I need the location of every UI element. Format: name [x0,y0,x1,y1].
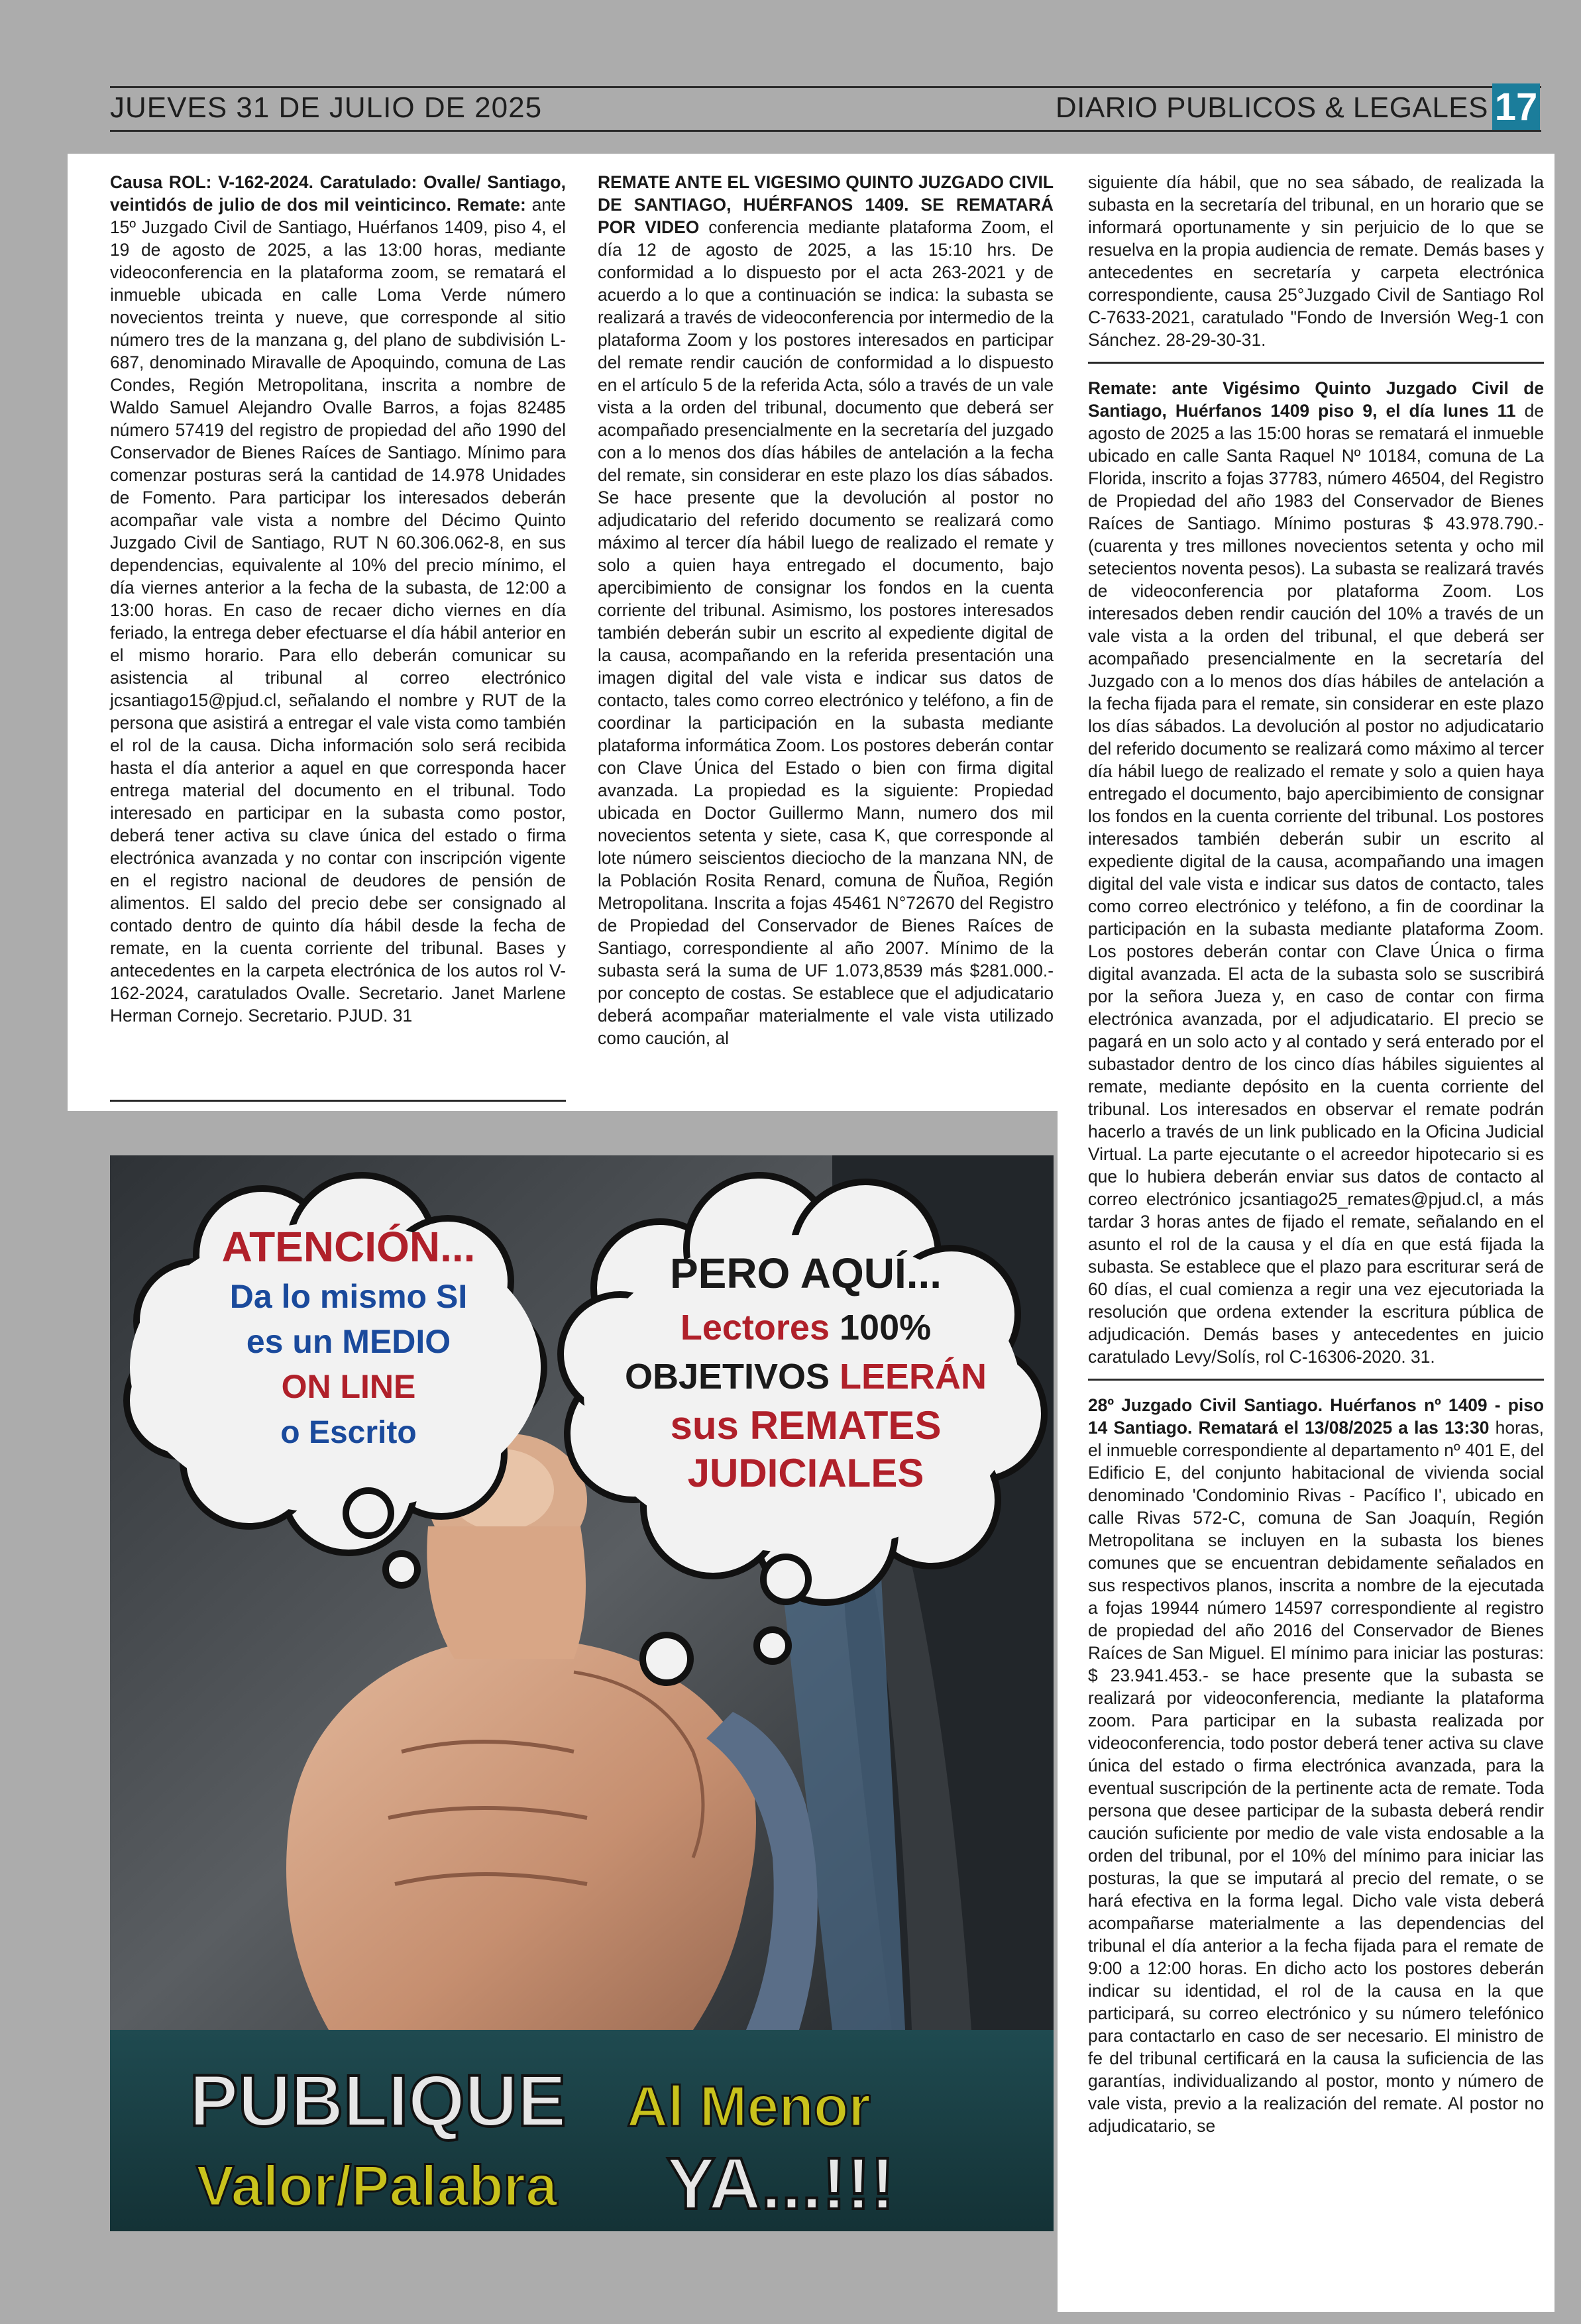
notice-divider [1088,1379,1544,1381]
page-number: 17 [1492,83,1540,131]
bubble-right-objetivos: OBJETIVOS [624,1357,830,1397]
bubble-right-percent: 100% [840,1308,932,1347]
bubble-left-line2: Da lo mismo SI [229,1278,468,1315]
notice-body: ante 15º Juzgado Civil de Santiago, Huérfanos 1409, piso 4, el 19 de agosto de 2025, a las 13:00 horas, mediante videoconferencia en la plataforma zoom, se rematará el inmueble ubicada en calle Loma Verde número novecientos treinta y nueve, que corresponde al sitio número tres de la manzana g, del plano de subdivisión L-687, denominado Miravalle de Apoquindo, comuna de Las Condes, Región Metropolitana, inscrita a nombre de Waldo Samuel Alejandro Ovalle Barros, a fojas 82485 número 57419 del registro de propiedad del año 1990 del Conservador de Bienes Raíces de Santiago. Mínimo para comenzar posturas será la cantidad de 14.978 Unidades de Fomento. Para participar los interesados deberán acompañar vale vista a nombre del Décimo Quinto Juzgado Civil de Santiago, RUT N 60.306.062-8, en sus dependencias, equivalente al 10% del precio mínimo, el día viernes anterior a la fecha de la subasta, de 12:00 a 13:00 horas. En caso de recaer dicho viernes en día feriado, la entrega deber efectuarse el día hábil anterior en el mismo horario. Para ello deberán comunicar su asistencia al tribunal al correo electrónico jcsantiago15@pjud.cl, señalando el nombre y RUT de la persona que asistirá a entregar el vale vista como también el rol de la causa. Dicha información solo será recibida hasta el día anterior a aquel en que corresponda hacer entrega material del documento en el tribunal. Todo interesado en participar en la subasta como postor, deberá tener activa su clave única del estado o firma electrónica avanzada y no contar con inscripción vigente en el registro nacional de deudores de pensión de alimentos. El saldo del precio debe ser consignado al contado dentro de quinto día hábil desde la fecha de remate, en la cuenta corriente del tribunal. Bases y antecedentes en la carpeta electrónica de los autos rol V-162-2024, caratulados Ovalle. Secretario. Janet Marlene Herman Cornejo. Secretario. PJUD. 31 [110,195,566,1026]
notice-heading: REMATE ANTE EL VIGESIMO QUINTO JUZGADO CIVIL DE SANTIAGO, HUÉRFANOS 1409. SE REMATARÁ POR VIDEO [598,172,1054,237]
header-top-rule [110,86,1541,88]
bubble-right-line5: JUDICIALES [687,1451,924,1495]
banner-valor-palabra: Valor/Palabra [196,2154,557,2218]
notice-body: horas, el inmueble correspondiente al departamento nº 401 E, del Edificio E, del conjunto habitacional de vivienda social denominado 'Condominio Rivas - Pacífico I', ubicado en calle Rivas 572-C, comuna de San Joaquín, Región Metropolitana se incluyen en la subasta los bienes comunes que se encuentran debidamente señalados en sus respectivos planos, inscrita a nombre de la ejecutada a fojas 19944 número 14597 correspondiente al registro de propiedad del año 2016 del Conservador de Bienes Raíces de San Miguel. El mínimo para iniciar las posturas: $ 23.941.453.- se hace presente que la subasta se realizará por videoconferencia, mediante la plataforma zoom. Para participar en la subasta realizada por videoconferencia, todo postor deberá tener activa su clave única del estado o firma electrónica avanzada, para la eventual suscripción de la pertinente acta de remate. Toda persona que desee participar de la subasta deberá rendir caución suficiente por medio de vale vista endosable a la orden del tribunal, por el 10% del mínimo para iniciar las posturas, la que se imputará al precio del remate, o se hará efectiva en la forma legal. Dicho vale vista deberá acompañarse materialmente a las dependencias del tribunal el día anterior a la fecha fijada para el remate de 9:00 a 12:00 horas. En dicho acto los postores deberán indicar su identidad, el rol de la causa en la que participará, su correo electrónico y su número telefónico para contactarlo en caso de ser necesario. El ministro de fe del tribunal certificará en la causa la suficiencia de las garantías, individualizando al postor, monto y número de vale vista, previo a la realización del remate. Al postor no adjudicatario, se [1088,1418,1544,2136]
notice-remate-santa-raquel [1088,377,1544,1368]
bubble-right-line3 [625,1357,987,1397]
notice-divider [1088,362,1544,364]
notice-heading: 28º Juzgado Civil Santiago. Huérfanos nº 1409 - piso 14 Santiago. Rematará el 13/08/2025 a las 13:30 [1088,1395,1544,1438]
bubble-right-sus: sus [670,1403,739,1448]
issue-date: JUEVES 31 DE JULIO DE 2025 [110,91,543,124]
notice-body: de agosto de 2025 a las 15:00 horas se rematará el inmueble ubicado en calle Santa Raquel Nº 10184, comuna de La Florida, inscrito a fojas 37783, número 46504, del Registro de Propiedad del año 1983 del Conservador de Bienes Raíces de Santiago. Mínimo posturas $ 43.978.790.- (cuarenta y tres millones novecientos setenta y ocho mil setecientos noventa pesos). La subasta se realizará través de videoconferencia por plataforma Zoom. Los interesados deben rendir caución del 10% a través de un vale vista a la orden del tribunal, el que deberá ser acompañado presencialmente en la secretaría del Juzgado con a lo menos dos días hábiles de antelación a la fecha fijada para el remate, sin considerar en este plazo los días sábados. La devolución al postor no adjudicatario del referido documento se realizará como máximo al tercer día hábil luego de realizado el remate y solo a quien haya entregado el documento, bajo apercibimiento de consignar los fondos en la cuenta corriente del tribunal. Los postores interesados también deberán subir un escrito al expediente digital de la causa, acompañando una imagen digital del vale vista e indicar sus datos de contacto, tales como correo electrónico y teléfono, a fin de coordinar la participación en la subasta mediante plataforma Zoom. Los postores deberán contar con Clave Única o firma digital avanzada. El acta de la subasta solo se suscribirá por la señora Jueza y, en caso de contar con firma electrónica avanzada, por el adjudicatario. El precio se pagará en un solo acto y al contado y será enterado por el subastador dentro de los cinco días hábiles siguientes al remate, mediante depósito en la cuenta corriente del tribunal. Los interesados en observar el remate podrán hacerlo a través de un link publicado en la Oficina Judicial Virtual. La parte ejecutante o el acreedor hipotecario si es que lo hubiera deberán enviar sus datos de contacto al correo electrónico jcsantiago25_remates@pjud.cl, a más tardar 3 horas antes de fijado el remate, señalando en el asunto el rol de la causa y el día en que está fijada la subasta. Se establece que el plazo para escriturar será de 60 días, el cual comienza a regir una vez ejecutoriada la resolución que ordena extender la escritura pública de adjudicación. Demás bases y antecedentes en juicio caratulado Levy/Solís, rol C-16306-2020. 31. [1088,401,1545,1367]
bubble-right-line2 [681,1308,931,1347]
left-column [110,171,566,1027]
bubble-left-line3: es un MEDIO [246,1323,451,1360]
notice-continuation: siguiente día hábil, que no sea sábado, de realizada la subasta en la secretaría del tribunal, en un horario que se informará oportunamente y sin perjuicio de lo que se resuelva en la propia audiencia de remate. Demás bases y antecedentes en secretaría y carpeta electrónica correspondiente, causa 25°Juzgado Civil de Santiago Rol C-7633-2021, caratulado "Fondo de Inversión Weg-1 con Sánchez. 28-29-30-31. [1088,172,1545,350]
bubble-left-line4: ON LINE [281,1368,416,1405]
notice-remate-vigesimo-quinto [598,171,1054,1049]
header-bottom-rule [110,130,1541,132]
notice-heading: Remate: ante Vigésimo Quinto Juzgado Civil de Santiago, Huérfanos 1409 piso 9, el día lunes 11 [1088,378,1544,421]
bubble-right-remates: REMATES [749,1403,942,1448]
advertisement-graphic [110,1155,1054,2231]
right-column [1088,171,1544,2137]
bubble-right-lectores: Lectores [680,1308,830,1347]
notice-remate-28-juzgado [1088,1394,1544,2137]
notice-remate-ovalle [110,171,566,1027]
advertisement-publique [110,1155,1054,2231]
column-end-rule [110,1100,566,1102]
banner-ya: YA...!!! [667,2143,895,2225]
bubble-left-line5: o Escrito [280,1415,417,1450]
banner-publique: PUBLIQUE [190,2060,567,2142]
notice-heading: Causa ROL: V-162-2024. Caratulado: Ovalle/ Santiago, veintidós de julio de dos mil veinticinco. Remate: [110,172,566,215]
publication-title: DIARIO PUBLICOS & LEGALES [1055,91,1488,124]
banner-al-menor: Al Menor [627,2075,871,2139]
bubble-right-line1: PERO AQUÍ... [669,1249,942,1297]
notice-body: conferencia mediante plataforma Zoom, el día 12 de agosto de 2025, a las 15:10 hrs. De conformidad a lo dispuesto por el acta 263-2021 y de acuerdo a lo que a continuación se indica: la subasta se realizará a través de videoconferencia por intermedio de la plataforma Zoom y los postores interesados en participar del remate rendir caución de conformidad a lo dispuesto en el artículo 5 de la referida Acta, sólo a través de un vale vista a la orden del tribunal, documento que deberá ser acompañado presencialmente en la secretaría del juzgado con a lo menos dos días hábiles de antelación a la fecha del remate, sin considerar en este plazo los días sábados. Se hace presente que la devolución al postor no adjudicatario del referido documento se realizará como máximo al tercer día hábil luego de realizado el remate y solo a quien haya entregado el documento, bajo apercibimiento de consignar los fondos en la cuenta corriente del tribunal. Asimismo, los postores interesados también deberán subir un escrito al expediente digital de la causa, acompañando en la referida presentación una imagen digital del vale vista e indicar sus datos de contacto, tales como correo electrónico y teléfono, a fin de coordinar la participación en la subasta mediante plataforma informática Zoom. Los postores deberán contar con Clave Única del Estado o bien con firma digital avanzada. La propiedad es la siguiente: Propiedad ubicada en Doctor Guillermo Mann, numero dos mil novecientos setenta y siete, casa K, que corresponde al lote número seiscientos dieciocho de la manzana NN, de la Población Rosita Renard, comuna de Ñuñoa, Región Metropolitana. Inscrita a fojas 45461 N°72670 del Registro de Propiedad del Conservador de Bienes Raíces de Santiago, correspondiente al año 2007. Mínimo de la subasta será la suma de UF 1.073,8539 más $281.000.- por concepto de costas. Se establece que el adjudicatario deberá acompañar materialmente el vale vista utilizado como caución, al [598,217,1054,1048]
bubble-right-line4 [671,1403,942,1448]
bubble-left-line1: ATENCIÓN... [221,1223,476,1271]
middle-column [598,171,1054,1049]
bubble-right-leeran: LEERÁN [840,1357,987,1397]
